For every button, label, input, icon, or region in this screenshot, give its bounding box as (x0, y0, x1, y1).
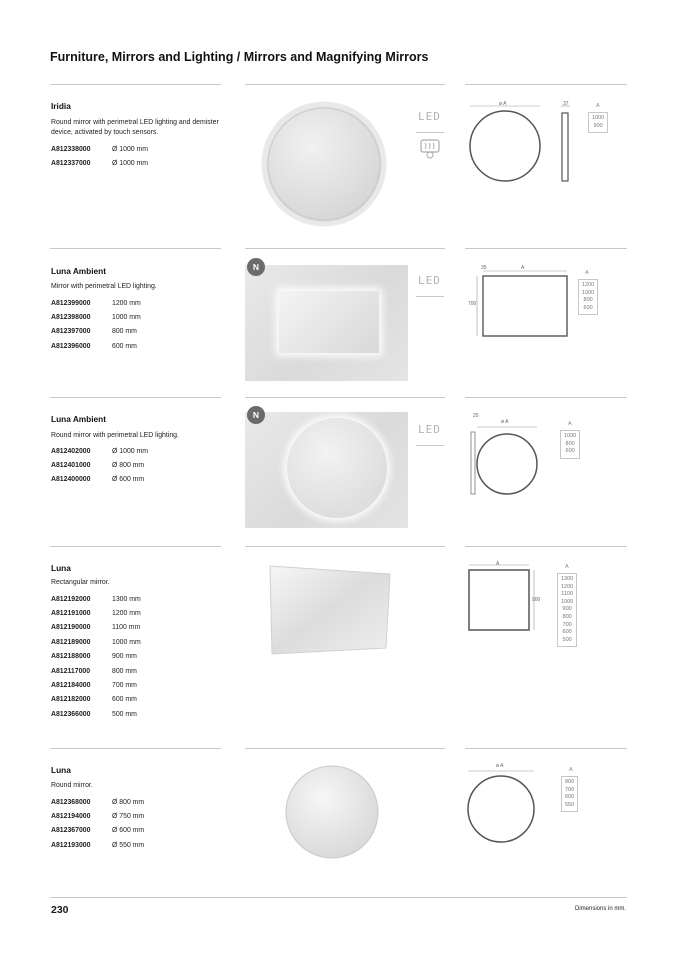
footer-note: Dimensions in mm. (574, 906, 626, 912)
technical-drawing (465, 262, 575, 342)
product-code-list (51, 444, 148, 487)
technical-drawing (465, 762, 545, 852)
dim-label: ø A (496, 763, 504, 769)
list-item: A812190000 1100 mm (51, 624, 141, 632)
led-icon: LED (418, 274, 441, 287)
list-item: A812337000 Ø 1000 mm (51, 160, 148, 168)
list-item: A812189000 1000 mm (51, 638, 141, 646)
dim-label: A (496, 561, 500, 567)
page-title: Furniture, Mirrors and Lighting / Mirrors and Magnifying Mirrors (50, 50, 429, 64)
section-description: Rectangular mirror. (51, 579, 110, 586)
header-rule (465, 84, 627, 85)
dim-table-head: A (568, 421, 572, 427)
mirror-photo (245, 265, 408, 381)
section-description: Round mirror with perimetral LED lighting and demister device, activated by touch sensors. (51, 119, 219, 136)
dim-label: 37 (563, 101, 569, 107)
dim-table-head: A (569, 767, 573, 773)
dim-label: 900 (532, 597, 541, 603)
dim-label: ø A (499, 101, 507, 107)
list-item: A812193000 Ø 550 mm (51, 841, 145, 849)
dim-table-head: A (585, 270, 589, 276)
list-item: A812188000 900 mm (51, 653, 137, 661)
list-item: A812117000 800 mm (51, 667, 137, 675)
list-item: A812338000 Ø 1000 mm (51, 145, 148, 153)
product-code-list (51, 296, 141, 354)
list-item: A812396000 600 mm (51, 342, 137, 350)
new-badge: N (247, 406, 265, 424)
mirror-photo (245, 412, 408, 528)
product-code-list (51, 592, 141, 722)
list-item: A812397000 800 mm (51, 328, 137, 336)
section-description: Mirror with perimetral LED lighting. (51, 283, 157, 290)
list-item: A812194000 Ø 750 mm (51, 813, 145, 821)
dim-label: ø A (501, 419, 509, 425)
product-code-list (51, 142, 148, 171)
mirror-photo (262, 560, 397, 660)
list-item: A812184000 700 mm (51, 682, 137, 690)
section-description: Round mirror with perimetral LED lighting. (51, 432, 179, 439)
technical-drawing (465, 560, 555, 640)
dim-table: 1000 800 600 (560, 430, 580, 459)
section-name: Luna Ambient (51, 266, 107, 276)
new-badge: N (247, 258, 265, 276)
list-item: A812192000 1300 mm (51, 595, 141, 603)
header-rule (50, 84, 221, 85)
list-item: A812367000 Ø 600 mm (51, 827, 145, 835)
list-item: A812400000 Ø 600 mm (51, 476, 145, 484)
led-icon: LED (418, 110, 441, 123)
dim-label: 700 (468, 301, 477, 307)
led-icon: LED (418, 423, 441, 436)
page-number: 230 (51, 904, 69, 916)
demister-icon (420, 139, 440, 159)
technical-drawing (465, 412, 545, 502)
section-name: Luna (51, 765, 71, 775)
technical-drawing (465, 96, 625, 186)
mirror-photo (282, 762, 382, 862)
dim-table: 1000 900 (588, 112, 608, 133)
dim-label: 35 (481, 265, 487, 271)
footer-rule (50, 897, 627, 898)
list-item: A812366000 500 mm (51, 710, 137, 718)
list-item: A812399000 1200 mm (51, 299, 141, 307)
header-rule (245, 84, 445, 85)
list-item: A812401000 Ø 800 mm (51, 462, 145, 470)
dim-table: 1300 1200 1100 1000 900 800 700 600 500 (557, 573, 577, 647)
list-item: A812398000 1000 mm (51, 314, 141, 322)
mirror-photo (262, 96, 392, 234)
list-item: A812368000 Ø 800 mm (51, 798, 145, 806)
dim-label: A (521, 265, 525, 271)
dim-table-head: A (565, 564, 569, 570)
dim-label: 25 (473, 413, 479, 419)
product-code-list (51, 795, 144, 853)
dim-table-head: A (596, 103, 600, 109)
dim-table: 800 700 600 550 (561, 776, 578, 812)
dim-table: 1200 1000 800 600 (578, 279, 598, 315)
list-item: A812402000 Ø 1000 mm (51, 447, 148, 455)
section-description: Round mirror. (51, 782, 93, 789)
list-item: A812182000 600 mm (51, 696, 137, 704)
list-item: A812191000 1200 mm (51, 610, 141, 618)
section-name: Luna (51, 563, 71, 573)
section-name: Luna Ambient (51, 414, 107, 424)
section-name: Iridia (51, 101, 71, 111)
